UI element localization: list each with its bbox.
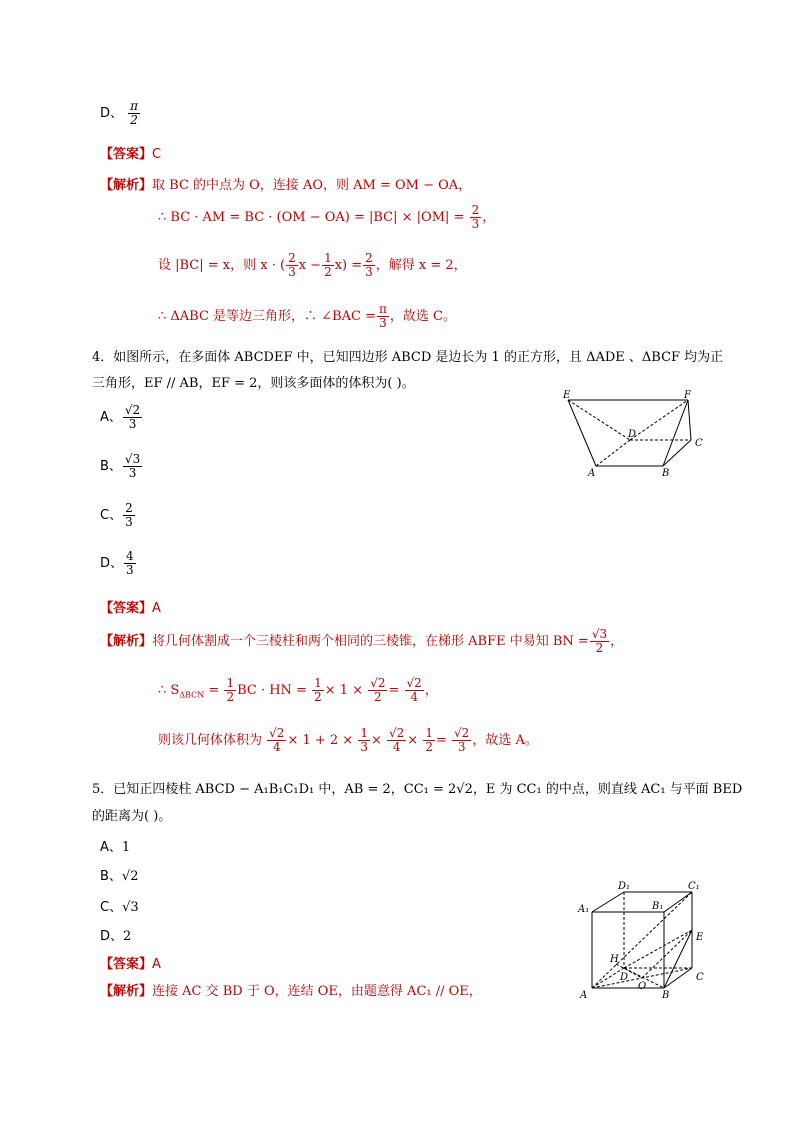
q5-answer: 【答案】A — [100, 957, 161, 972]
q3-option-d: D、 $\frac{\pi}{2}$ — [100, 99, 139, 127]
q5-option-a: A、1 — [100, 840, 131, 855]
q3-analysis-line2: ∴ BC · AM = BC · (OM − OA) = |BC| × |OM| = $\frac{2}{3}$ ， — [158, 203, 496, 231]
q5-prism-figure — [572, 880, 712, 1005]
label-O: O — [638, 981, 647, 992]
edge-BC — [663, 440, 691, 466]
label-C: C — [695, 438, 703, 449]
q5-stem-line2: 的距离为( )。 — [92, 809, 172, 824]
q4-answer: 【答案】A — [100, 601, 161, 616]
label-B: B — [662, 468, 670, 479]
q4-option-b: B、 $\frac{√3}{3}$ — [100, 452, 141, 480]
edge-DF — [630, 400, 688, 440]
label-E: E — [563, 390, 571, 401]
edge-AC1 — [592, 892, 692, 988]
q3-analysis-line1: 【解析】取 BC 的中点为 O，连接 AO，则 AM = OM − OA， — [100, 178, 472, 193]
q4-stem-line2: 三角形，EF // AB，EF = 2，则该多面体的体积为( )。 — [92, 376, 415, 391]
edge-BE — [664, 930, 692, 988]
q3-option-d-fraction: $\frac{\pi}{2}$ — [130, 99, 139, 127]
q4-option-d: D、 $\frac{4}{3}$ — [100, 549, 134, 577]
label-D1: D₁ — [618, 881, 631, 892]
edge-ED — [568, 400, 630, 440]
edge-AD — [596, 440, 630, 466]
label-D: D — [620, 972, 629, 983]
q5-analysis-line1: 【解析】连接 AC 交 BD 于 O，连结 OE，由题意得 AC₁ // OE， — [100, 984, 482, 999]
q5-stem-line1: 5．已知正四棱柱 ABCD − A₁B₁C₁D₁ 中，AB = 2，CC₁ = 2√2，E 为 CC₁ 的中点，则直线 AC₁ 与平面 BED — [92, 782, 743, 797]
q3-analysis-line4: ∴ ΔABC 是等边三角形，∴ ∠BAC = $\frac{\pi}{3}$ ，故选 C。 — [158, 302, 456, 330]
q4-option-a: A、 $\frac{√2}{3}$ — [100, 403, 141, 431]
label-C: C — [696, 972, 704, 983]
q4-analysis-line2: ∴ $S_{\Delta BCN}$ = $\frac{1}{2}$ BC · HN = $\frac{1}{2}$ × 1 × $\frac{√2}{2}$ = $\frac{√2}{4}$ ， — [158, 676, 438, 704]
edge-OE — [642, 930, 692, 978]
q4-analysis-line1: 【解析】将几何体割成一个三棱柱和两个相同的三棱锥，在梯形 ABFE 中易知 BN = $\frac{√3}{2}$ ， — [100, 627, 624, 655]
edge-B1C1 — [664, 892, 692, 912]
edge-A1D1 — [592, 892, 624, 912]
edge-EA — [568, 400, 596, 466]
q4-stem-line1: 4．如图所示，在多面体 ABCDEF 中，已知四边形 ABCD 是边长为 1 的正方形，且 ΔADE 、ΔBCF 均为正 — [92, 350, 724, 365]
q4-analysis-line3: 则该几何体体积为 $\frac{√2}{4}$ × 1 + 2 × $\frac{1}{3}$ × $\frac{√2}{4}$ × $\frac{1}{2}$ = $\frac{√2}{3}$ ，故选 A。 — [158, 726, 538, 754]
label-D: D — [628, 429, 637, 440]
q4-option-c: C、 $\frac{2}{3}$ — [100, 501, 133, 529]
label-C1: C₁ — [688, 881, 700, 892]
q5-option-c: C、√3 — [100, 900, 139, 915]
q3-analysis-line3: 设 |BC| = x，则 x · ( $\frac{2}{3}$ x − $\frac{1}{2}$ x) = $\frac{2}{3}$ ，解得 x = 2， — [158, 251, 467, 279]
label-H: H — [610, 954, 619, 965]
label-F: F — [684, 390, 691, 401]
edge-CF — [688, 400, 691, 440]
label-B1: B₁ — [652, 901, 664, 912]
label-B: B — [662, 990, 670, 1001]
q3-answer: 【答案】C — [100, 147, 162, 162]
label-A1: A₁ — [578, 904, 590, 915]
q4-polyhedron-figure — [558, 388, 718, 483]
label-E: E — [696, 932, 704, 943]
label-A: A — [588, 468, 596, 479]
q5-option-d: D、2 — [100, 929, 132, 944]
edge-BF — [663, 400, 688, 466]
label-A: A — [580, 990, 588, 1001]
q5-option-b: B、√2 — [100, 869, 139, 884]
